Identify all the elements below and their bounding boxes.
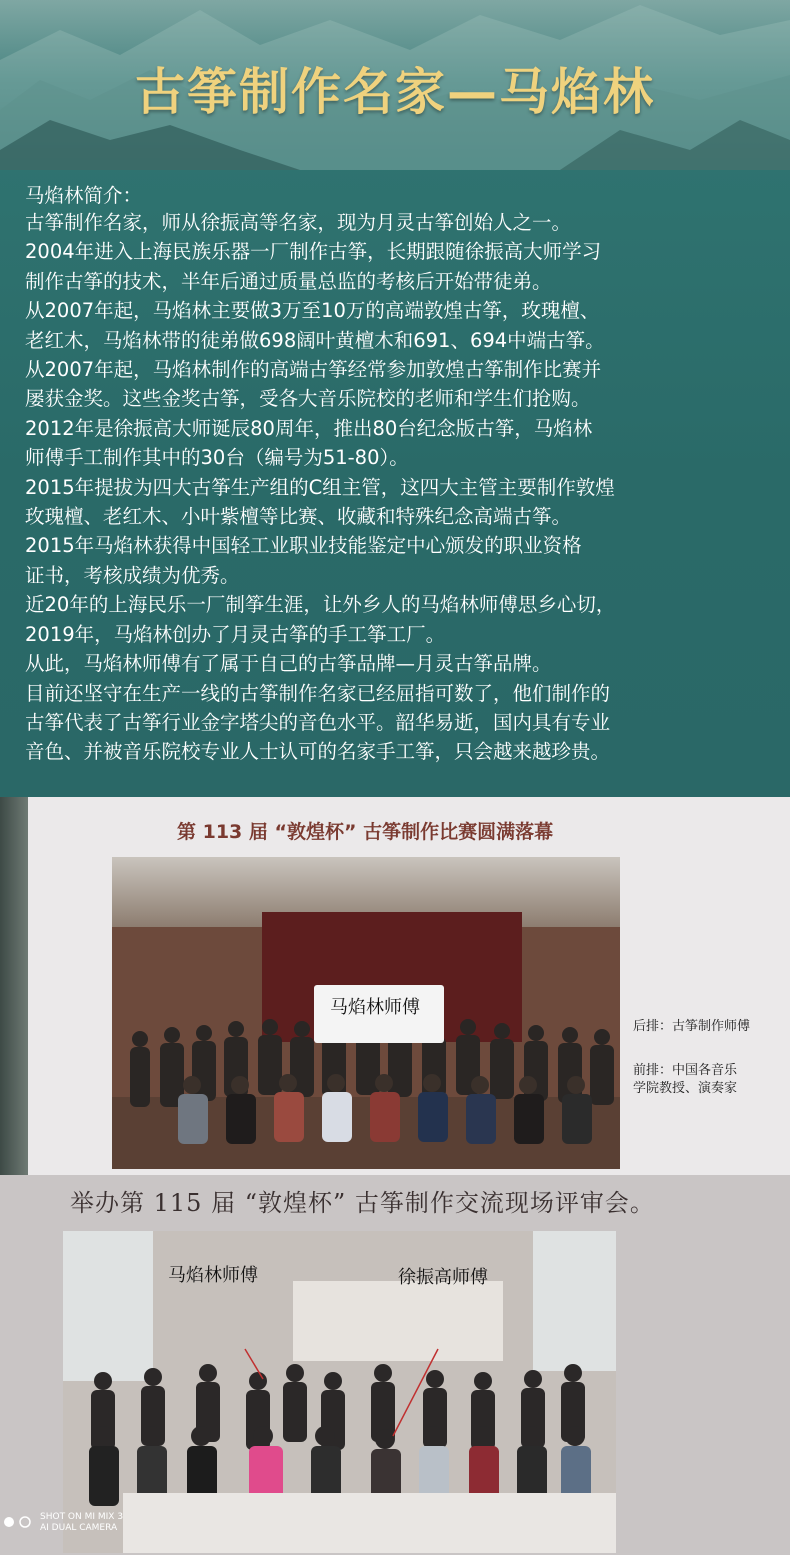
bio-heading: 马焰林简介： bbox=[25, 184, 143, 207]
bio-text bbox=[25, 208, 775, 767]
camera-line-1: SHOT ON MI MIX 3 bbox=[40, 1512, 124, 1522]
review-meeting-photo-115 bbox=[0, 1175, 790, 1555]
bio-line: 老红木，马焰林带的徒弟做698阔叶黄檀木和691、694中端古筝。 bbox=[25, 328, 605, 352]
photo-caption: 第 113 届 “敦煌杯” 古筝制作比赛圆满落幕 bbox=[177, 821, 554, 843]
table bbox=[123, 1493, 616, 1553]
bio-line: 古筝制作名家，师从徐振高等名家，现为月灵古筝创始人之一。 bbox=[25, 211, 572, 234]
competition-photo-113 bbox=[0, 797, 790, 1175]
bio-line: 音色、并被音乐院校专业人士认可的名家手工筝，只会越来越珍贵。 bbox=[25, 740, 611, 764]
note-back-row: 后排：古筝制作师傅 bbox=[633, 1019, 751, 1034]
photo-caption: 举办第 115 届 “敦煌杯” 古筝制作交流现场评审会。 bbox=[70, 1189, 655, 1217]
group-photo bbox=[63, 1231, 616, 1553]
bio-line: 屡获金奖。这些金奖古筝，受各大音乐院校的老师和学生们抢购。 bbox=[25, 387, 591, 411]
bio-line: 2015年马焰林获得中国轻工业职业技能鉴定中心颁发的职业资格 bbox=[25, 534, 582, 558]
bio-line: 目前还坚守在生产一线的古筝制作名家已经屈指可数了，他们制作的 bbox=[25, 681, 611, 705]
bio-line: 2012年是徐振高大师诞辰80周年，推出80台纪念版古筝，马焰林 bbox=[25, 416, 593, 440]
note-front-row-2: 学院教授、演奏家 bbox=[633, 1081, 738, 1096]
bio-line: 近20年的上海民乐一厂制筝生涯，让外乡人的马焰林师傅思乡心切， bbox=[25, 593, 616, 617]
bio-line: 2019年，马焰林创办了月灵古筝的手工筝工厂。 bbox=[25, 622, 446, 646]
camera-watermark bbox=[40, 1512, 123, 1534]
person-label-xu: 徐振高师傅 bbox=[398, 1267, 488, 1288]
bio-line: 2015年提拔为四大古筝生产组的C组主管，这四大主管主要制作敦煌 bbox=[25, 475, 615, 499]
person-label-ma: 马焰林师傅 bbox=[330, 997, 420, 1018]
bio-line: 制作古筝的技术，半年后通过质量总监的考核后开始带徒弟。 bbox=[25, 269, 552, 293]
bio-line: 玫瑰檀、老红木、小叶紫檀等比赛、收藏和特殊纪念高端古筝。 bbox=[25, 505, 572, 529]
camera-watermark-icon bbox=[3, 1515, 37, 1529]
camera-line-2: AI DUAL CAMERA bbox=[40, 1523, 118, 1533]
photo-edge bbox=[0, 797, 28, 1175]
person-label-ma: 马焰林师傅 bbox=[168, 1265, 258, 1286]
bio-line: 从2007年起，马焰林主要做3万至10万的高端敦煌古筝，玫瑰檀、 bbox=[25, 299, 600, 323]
bio-line: 古筝代表了古筝行业金字塔尖的音色水平。韶华易逝，国内具有专业 bbox=[25, 710, 611, 734]
bio-line: 从此，马焰林师傅有了属于自己的古筝品牌—月灵古筝品牌。 bbox=[25, 652, 552, 676]
bio-line: 师傅手工制作其中的30台（编号为51-80）。 bbox=[25, 446, 409, 470]
bio-line: 证书，考核成绩为优秀。 bbox=[25, 563, 240, 587]
bio-line: 从2007年起，马焰林制作的高端古筝经常参加敦煌古筝制作比赛并 bbox=[25, 358, 602, 382]
bio-line: 2004年进入上海民族乐器一厂制作古筝，长期跟随徐振高大师学习 bbox=[25, 240, 602, 264]
note-front-row: 前排：中国各音乐 bbox=[633, 1063, 738, 1078]
page-title: 古筝制作名家—马焰林 bbox=[135, 63, 655, 121]
